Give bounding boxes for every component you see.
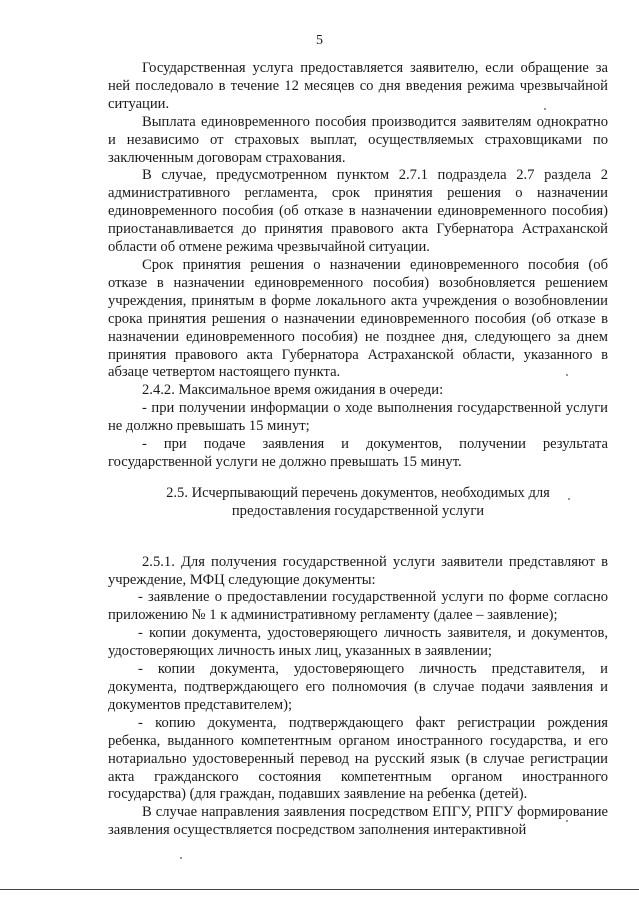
document-body <box>108 60 608 840</box>
scan-speck <box>544 108 546 110</box>
scan-speck <box>566 374 568 376</box>
scan-edge-line <box>0 889 639 890</box>
paragraph: Срок принятия решения о назначении единовременного пособия (об отказе в назначении единовременного пособия) возобновляется решением учреждения, принятым в форме локального акта учреждения о возобновлении срока принятия решения о назначении единовременного пособия (об отказе в назначении единовременного пособия) не позднее дня, следующего за днем принятия правового акта Губернатора Астраханской области, указанного в абзаце четвертом настоящего пункта. <box>108 256 608 381</box>
scan-speck <box>568 498 570 500</box>
scan-speck <box>566 820 568 822</box>
list-item: - копии документа, удостоверяющего личность представителя, и документа, подтверждающего его полномочия (в случае подачи заявления и документов представителем); <box>108 661 608 713</box>
list-item: - заявление о предоставлении государственной услуги по форме согласно приложению № 1 к административному регламенту (далее – заявление); <box>108 589 608 624</box>
section-heading: 2.5. Исчерпывающий перечень документов, необходимых для предоставления государственной услуги <box>166 484 550 519</box>
page-number: 5 <box>316 33 323 48</box>
scan-speck <box>180 857 182 859</box>
paragraph: В случае, предусмотренном пунктом 2.7.1 подраздела 2.7 раздела 2 административного регламента, срок принятия решения о назначении единовременного пособия (об отказе в назначении единовременного пособия) приостанавливается до принятия правового акта Губернатора Астраханской области об отмене режима чрезвычайной ситуации. <box>108 167 608 256</box>
paragraph: 2.5.1. Для получения государственной услуги заявители представляют в учреждение, МФЦ следующие документы: <box>108 553 608 588</box>
list-item: - копии документа, удостоверяющего личность заявителя, и документов, удостоверяющих личность иных лиц, указанных в заявлении; <box>108 625 608 660</box>
paragraph: Выплата единовременного пособия производится заявителям однократно и независимо от страховых выплат, осуществляемых страховщиками по заключенным договорам страхования. <box>108 113 608 166</box>
paragraph: В случае направления заявления посредством ЕПГУ, РПГУ формирование заявления осуществляется посредством заполнения интерактивной <box>108 804 608 839</box>
list-item: - при подаче заявления и документов, получении результата государственной услуги не должно превышать 15 минут. <box>108 436 608 470</box>
paragraph: 2.4.2. Максимальное время ожидания в очереди: <box>142 382 444 399</box>
paragraph: Государственная услуга предоставляется заявителю, если обращение за ней последовало в течение 12 месяцев со дня введения режима чрезвычайной ситуации. <box>108 60 608 112</box>
list-item: - копию документа, подтверждающего факт регистрации рождения ребенка, выданного компетентным органом иностранного государства, и его нотариально удостоверенный перевод на русский язык (в случае регистрации акта гражданского состояния компетентным органом иностранного государства) (для граждан, подавших заявление на ребенка (детей). <box>108 714 608 803</box>
list-item: - при получении информации о ходе выполнения государственной услуги не должно превышать 15 минут; <box>108 400 608 435</box>
